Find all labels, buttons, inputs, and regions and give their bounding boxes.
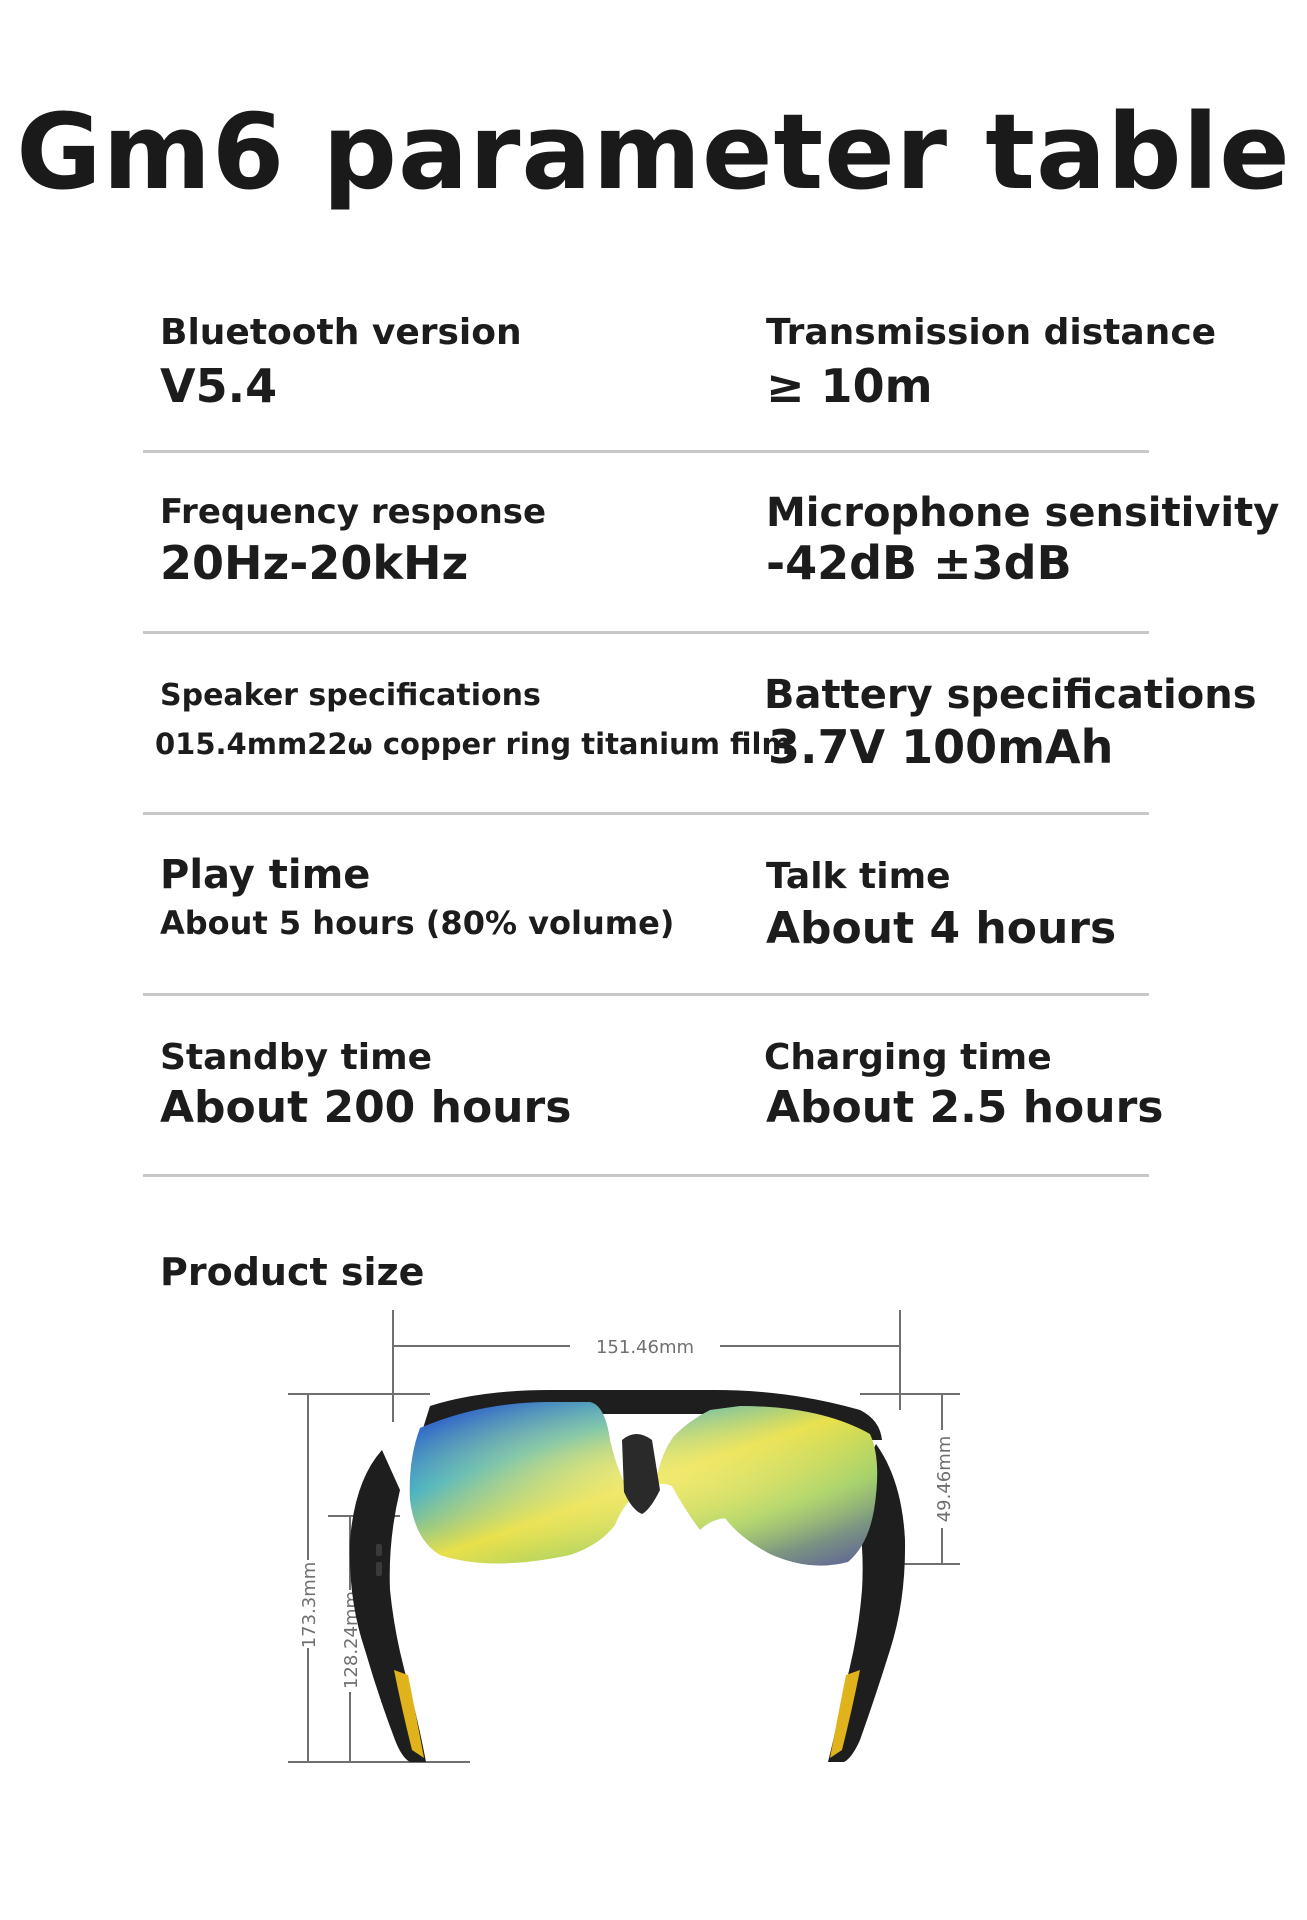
- temple-height-label: 128.24mm: [341, 1590, 362, 1690]
- param-label: Battery specifications: [764, 672, 1257, 718]
- glasses-dimension-diagram: [270, 1310, 990, 1790]
- param-value: About 200 hours: [160, 1082, 572, 1133]
- lens-height-label: 49.46mm: [934, 1435, 955, 1523]
- row-divider: [143, 812, 1149, 815]
- param-label: Speaker specifications: [160, 678, 541, 713]
- param-label: Play time: [160, 852, 371, 898]
- param-value: 3.7V 100mAh: [768, 720, 1114, 774]
- param-play-time: [160, 852, 720, 942]
- param-label: Transmission distance: [766, 312, 1217, 353]
- row-divider: [143, 631, 1149, 634]
- param-speaker-specifications: [155, 678, 792, 761]
- param-value: About 5 hours (80% volume): [160, 904, 675, 942]
- param-value: 20Hz-20kHz: [160, 536, 469, 590]
- param-standby-time: [160, 1037, 720, 1133]
- param-talk-time: [766, 856, 1307, 954]
- page-title: Gm6 parameter table: [16, 91, 1291, 213]
- row-divider: [143, 993, 1149, 996]
- param-label: Microphone sensitivity: [766, 490, 1280, 536]
- param-value: About 4 hours: [766, 903, 1117, 954]
- param-label: Frequency response: [160, 492, 547, 532]
- param-charging-time: [764, 1037, 1307, 1133]
- param-transmission-distance: [766, 312, 1307, 413]
- param-battery-specifications: [764, 672, 1307, 774]
- param-value: -42dB ±3dB: [766, 536, 1072, 590]
- row-divider: [143, 450, 1149, 453]
- param-label: Talk time: [766, 856, 951, 897]
- param-value: ≥ 10m: [766, 359, 933, 413]
- width-label: 151.46mm: [595, 1337, 695, 1358]
- param-value: 015.4mm22ω copper ring titanium film: [155, 727, 792, 761]
- param-value: About 2.5 hours: [766, 1082, 1164, 1133]
- param-bluetooth-version: [160, 312, 720, 413]
- param-value: V5.4: [160, 359, 278, 413]
- param-frequency-response: [160, 492, 720, 590]
- param-label: Bluetooth version: [160, 312, 522, 353]
- glasses-illustration: [350, 1390, 905, 1762]
- param-label: Standby time: [160, 1037, 433, 1078]
- param-label: Charging time: [764, 1037, 1052, 1078]
- row-divider: [143, 1174, 1149, 1177]
- param-microphone-sensitivity: [766, 490, 1307, 590]
- total-height-label: 173.3mm: [299, 1561, 320, 1649]
- product-size-heading: Product size: [160, 1250, 425, 1294]
